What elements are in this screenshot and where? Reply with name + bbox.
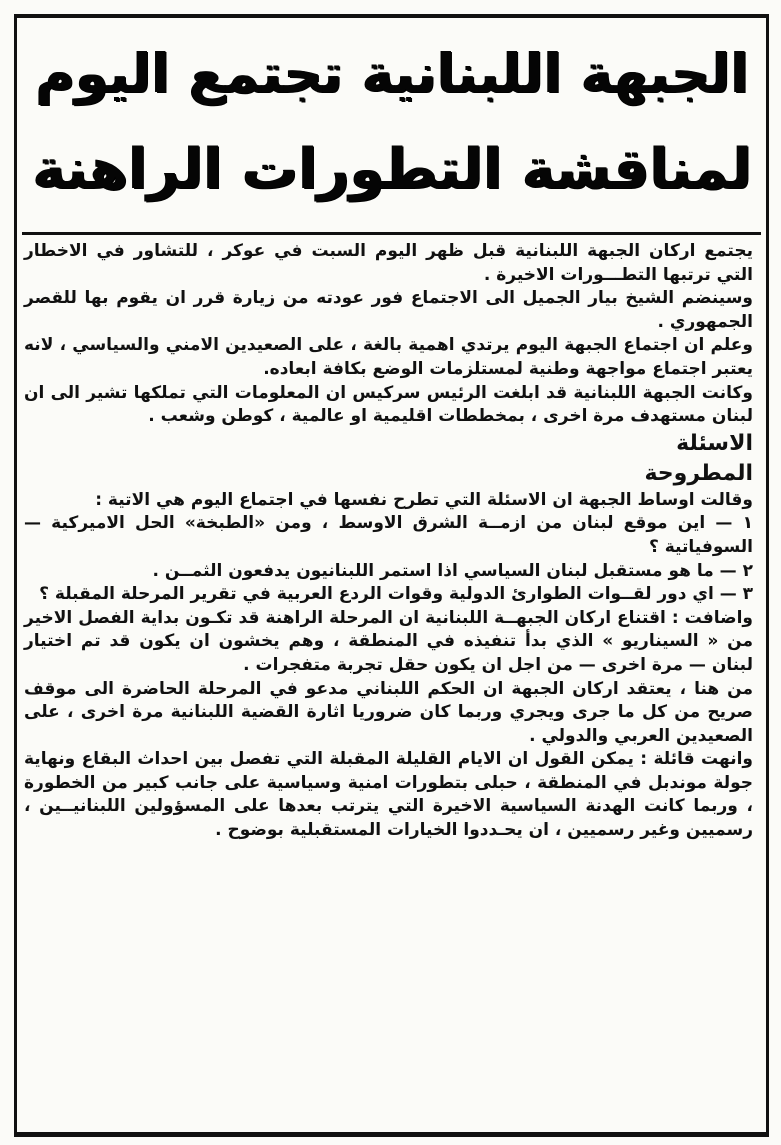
- paragraph-7: من هنا ، يعتقد اركان الجبهة ان الحكم اللبناني مدعو في المرحلة الحاضرة الى موقف صريح من كل ما جرى ويجري وربما كان ضروريا اثارة القضية اللبنانية مرة اخرى ، على الصعيدين العربي والدولي .: [24, 678, 753, 746]
- headline-line-1: الجبهة اللبنانية تجتمع اليوم: [35, 42, 750, 105]
- question-3: ٣ — اي دور لقــوات الطوارئ الدولية وقوات الردع العربية في تقرير المرحلة المقبلة ؟: [39, 584, 753, 605]
- paragraph-1: يجتمع اركان الجبهة اللبنانية قبل ظهر اليوم السبت في عوكر ، للتشاور في الاخطار التي ترتبها التطـــورات الاخيرة .: [24, 241, 753, 285]
- paragraph-6: واضافت : اقتناع اركان الجبهــة اللبنانية ان المرحلة الراهنة قد تكـون بداية الفصل الاخير من « السيناريو » الذي بدأ تنفيذه في المنطقة ، وهم يخشون ان يكون قد تم اختيار لبنان — مرة اخرى — من اجل ان يكون حقل تجربة متفجرات .: [24, 607, 753, 675]
- frame-border-bottom: [14, 1132, 769, 1137]
- subheading-questions: الاسئلة: [676, 430, 753, 456]
- paragraph-8: وانهت قائلة : يمكن القول ان الايام القليلة المقبلة التي تفصل بين احداث البقاع ونهاية جولة موندبل في المنطقة ، حبلى بتطورات امنية وسياسية على جانب كبير من الخطورة ، وربما كانت الهدنة السياسية الاخيرة التي يترتب بعدها على المسؤولين اللبنانيــين ، رسميين وغير رسميين ، ان يحـددوا الخيارات المستقبلية بوضوح .: [24, 749, 753, 841]
- paragraph-4: وكانت الجبهة اللبنانية قد ابلغت الرئيس سركيس ان المعلومات التي تملكها تشير الى ان لبنان مستهدف مرة اخرى ، بمخططات اقليمية او عالمية ، كوطن وشعب .: [24, 382, 753, 427]
- question-1: ١ — اين موقع لبنان من ازمــة الشرق الاوسط ، ومن «الطبخة» الحل الاميركية — السوفياتية ؟: [24, 513, 753, 557]
- headline-rule: [22, 232, 761, 235]
- paragraph-5: وقالت اوساط الجبهة ان الاسئلة التي تطرح نفسها في اجتماع اليوم هي الاتية :: [95, 489, 753, 510]
- headline-line-2: لمناقشة التطورات الراهنة: [32, 137, 753, 202]
- frame-border-left: [14, 14, 17, 1134]
- frame-border-right: [766, 14, 769, 1134]
- paragraph-3: وعلم ان اجتماع الجبهة اليوم يرتدي اهمية بالغة ، على الصعيدين الامني والسياسي ، لانه يعتبر اجتماع مواجهة وطنية لمستلزمات الوضع بكافة ابعاده.: [24, 335, 753, 379]
- headline: [30, 26, 755, 234]
- frame-border-top: [14, 14, 769, 18]
- question-2: ٢ — ما هو مستقبل لبنان السياسي اذا استمر اللبنانيون يدفعون الثمــن .: [152, 560, 753, 581]
- subheading-raised: المطروحة: [644, 460, 753, 486]
- article-body: [24, 240, 753, 843]
- paragraph-2: وسينضم الشيخ بيار الجميل الى الاجتماع فور عودته من زيارة قرر ان يقوم بها للقصر الجمهوري .: [24, 288, 753, 332]
